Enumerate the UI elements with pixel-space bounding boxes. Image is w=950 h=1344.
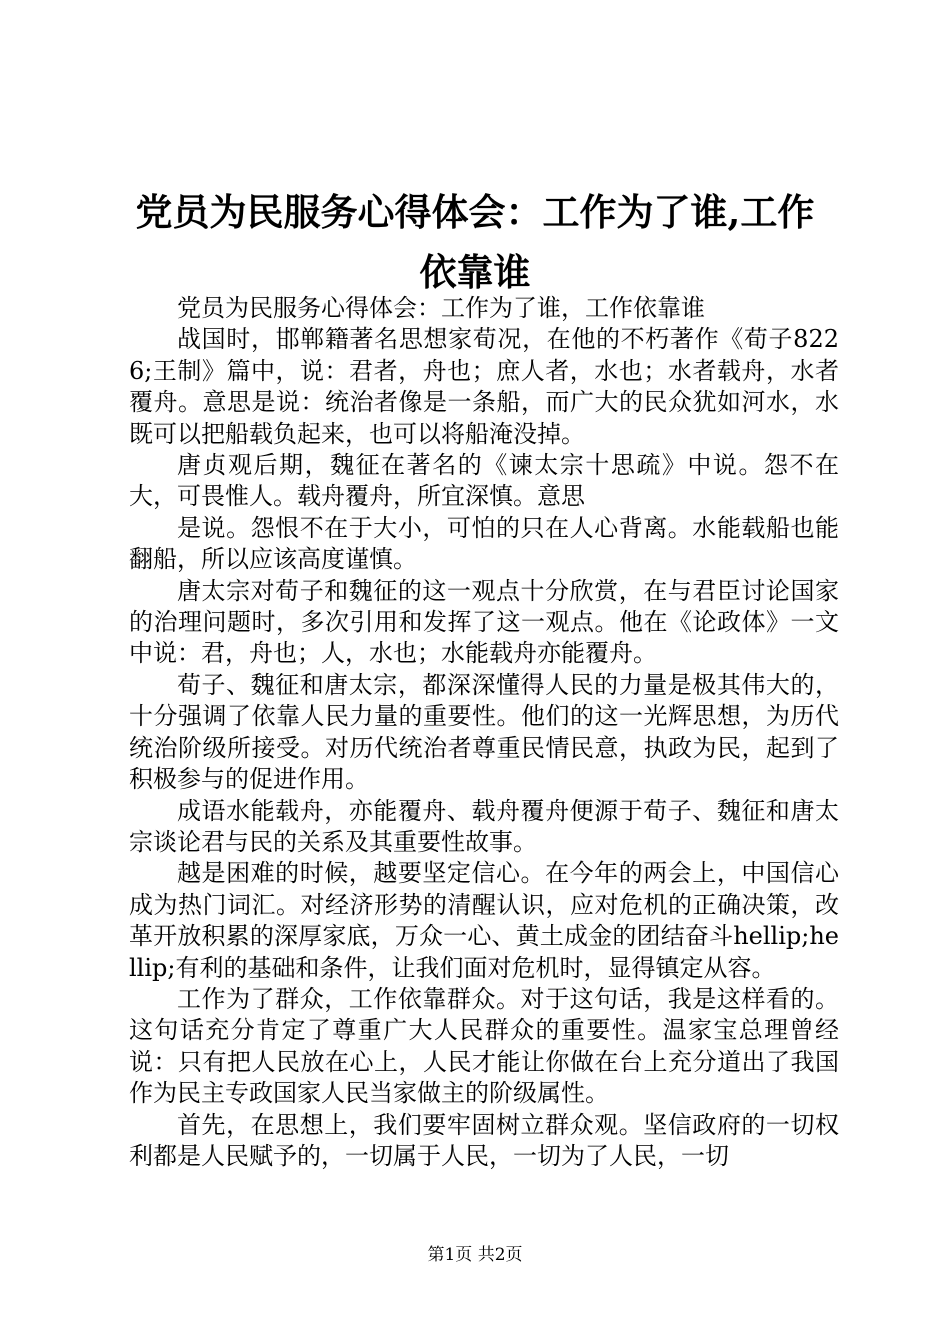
paragraph-2: 战国时，邯郸籍著名思想家荀况，在他的不朽著作《荀子8226;王制》篇中，说：君者，舟也；庶人者，水也；水者载舟，水者覆舟。意思是说：统治者像是一条船，而广大的民众犹如河水，水既可以把船载负起来，也可以将船淹没掉。 bbox=[129, 325, 839, 448]
paragraph-10: 首先，在思想上，我们要牢固树立群众观。坚信政府的一切权利都是人民赋予的，一切属于人民，一切为了人民，一切 bbox=[129, 1110, 839, 1170]
paragraph-6: 荀子、魏征和唐太宗，都深深懂得人民的力量是极其伟大的，十分强调了依靠人民力量的重要性。他们的这一光辉思想，为历代统治阶级所接受。对历代统治者尊重民情民意，执政为民，起到了积极参与的促进作用。 bbox=[129, 670, 839, 794]
document-body bbox=[129, 293, 839, 1172]
paragraph-9: 工作为了群众，工作依靠群众。对于这句话，我是这样看的。这句话充分肯定了尊重广大人民群众的重要性。温家宝总理曾经说：只有把人民放在心上，人民才能让你做在台上充分道出了我国作为民主专政国家人民当家做主的阶级属性。 bbox=[129, 984, 839, 1108]
paragraph-7: 成语水能载舟，亦能覆舟、载舟覆舟便源于荀子、魏征和唐太宗谈论君与民的关系及其重要性故事。 bbox=[129, 796, 839, 856]
document-title: 党员为民服务心得体会：工作为了谁,工作依靠谁 bbox=[135, 190, 815, 294]
paragraph-3: 唐贞观后期，魏征在著名的《谏太宗十思疏》中说。怨不在大，可畏惟人。载舟覆舟，所宜深慎。意思 bbox=[129, 451, 839, 511]
page-number-footer: 第1页 共2页 bbox=[427, 1245, 523, 1265]
paragraph-8: 越是困难的时候，越要坚定信心。在今年的两会上，中国信心成为热门词汇。对经济形势的清醒认识，应对危机的正确决策，改革开放积累的深厚家底，万众一心、黄土成金的团结奋斗hellip;hellip;有利的基础和条件，让我们面对危机时，显得镇定从容。 bbox=[129, 859, 839, 982]
paragraph-5: 唐太宗对荀子和魏征的这一观点十分欣赏，在与君臣讨论国家的治理问题时，多次引用和发挥了这一观点。他在《论政体》一文中说：君，舟也；人，水也；水能载舟亦能覆舟。 bbox=[129, 576, 839, 668]
paragraph-4: 是说。怨恨不在于大小，可怕的只在人心背离。水能载船也能翻船，所以应该高度谨慎。 bbox=[129, 513, 839, 574]
paragraph-1: 党员为民服务心得体会：工作为了谁，工作依靠谁 bbox=[177, 294, 705, 322]
